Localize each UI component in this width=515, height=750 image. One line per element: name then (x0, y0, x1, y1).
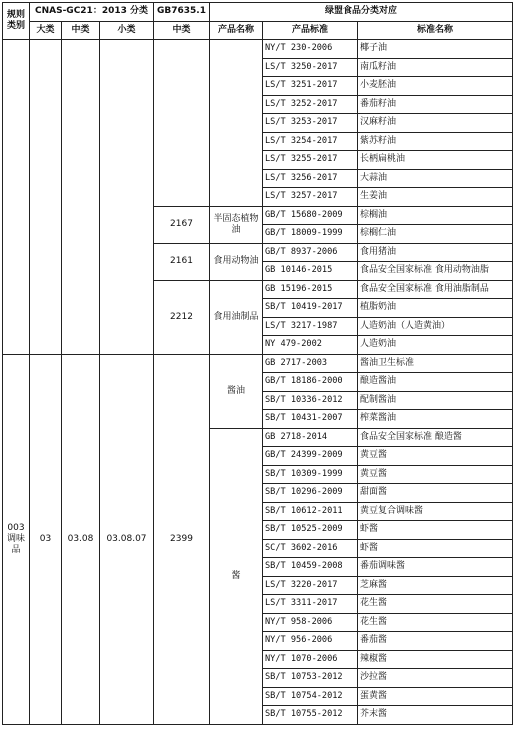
product-standard-cell: SB/T 10296-2009 (263, 484, 358, 503)
standard-name-cell: 长柄扁桃油 (358, 151, 513, 170)
standard-name-cell: 番茄调味酱 (358, 558, 513, 577)
standard-name-cell: 甜面酱 (358, 484, 513, 503)
standard-name-cell: 汉麻籽油 (358, 114, 513, 133)
standard-name-cell: 大蒜油 (358, 169, 513, 188)
product-standard-cell: GB 10146-2015 (263, 262, 358, 281)
standard-name-cell: 植脂奶油 (358, 299, 513, 318)
gb-middle-code: 2167 (154, 206, 210, 243)
standard-name-cell: 食品安全国家标准 食用油脂制品 (358, 280, 513, 299)
product-standard-cell: NY/T 1070-2006 (263, 650, 358, 669)
product-name: 食用油制品 (210, 280, 263, 354)
major-header: 大类 (30, 21, 62, 40)
standard-name-cell: 人造奶油 (358, 336, 513, 355)
product-standard-cell: LS/T 3256-2017 (263, 169, 358, 188)
product-name: 酱 (210, 428, 263, 724)
product-standard-cell: LS/T 3252-2017 (263, 95, 358, 114)
classification-table (2, 2, 513, 725)
standard-name-cell: 虾酱 (358, 539, 513, 558)
product-standard-cell: NY/T 230-2006 (263, 40, 358, 59)
product-standard-cell: SC/T 3602-2016 (263, 539, 358, 558)
product-standard-cell: SB/T 10525-2009 (263, 521, 358, 540)
product-standard-cell: GB 15196-2015 (263, 280, 358, 299)
gb-middle-code: 2161 (154, 243, 210, 280)
product-name-cell (210, 40, 263, 207)
minor-header: 小类 (100, 21, 154, 40)
product-standard-cell: SB/T 10612-2011 (263, 502, 358, 521)
product-standard-cell: SB/T 10753-2012 (263, 669, 358, 688)
standard-name-cell: 配制酱油 (358, 391, 513, 410)
standard-name-cell: 酱油卫生标准 (358, 354, 513, 373)
product-standard-cell: LS/T 3311-2017 (263, 595, 358, 614)
product-name: 酱油 (210, 354, 263, 428)
standard-name-cell: 番茄籽油 (358, 95, 513, 114)
gb-middle-code: 2212 (154, 280, 210, 354)
standard-name-cell: 人造奶油（人造黄油） (358, 317, 513, 336)
product-standard-cell: GB/T 8937-2006 (263, 243, 358, 262)
product-standard-cell: SB/T 10431-2007 (263, 410, 358, 429)
standard-name-cell: 沙拉酱 (358, 669, 513, 688)
product-standard-cell: LS/T 3250-2017 (263, 58, 358, 77)
table-row (3, 40, 513, 59)
product-standard-cell: SB/T 10754-2012 (263, 687, 358, 706)
product-standard-cell: NY/T 956-2006 (263, 632, 358, 651)
standard-name-cell: 生姜油 (358, 188, 513, 207)
product-standard-cell: LS/T 3220-2017 (263, 576, 358, 595)
major-code: 03 (30, 354, 62, 724)
standard-name-cell: 椰子油 (358, 40, 513, 59)
header-row-1 (3, 3, 513, 22)
product-standard-cell: GB/T 24399-2009 (263, 447, 358, 466)
product-standard-cell: LS/T 3253-2017 (263, 114, 358, 133)
std-name-header: 标准名称 (358, 21, 513, 40)
standard-name-cell: 花生酱 (358, 613, 513, 632)
product-standard-cell: GB 2717-2003 (263, 354, 358, 373)
standard-name-cell: 酿造酱油 (358, 373, 513, 392)
product-standard-cell: NY 479-2002 (263, 336, 358, 355)
product-standard-cell: LS/T 3251-2017 (263, 77, 358, 96)
standard-name-cell: 棕榈仁油 (358, 225, 513, 244)
minor-code: 03.08.07 (100, 354, 154, 724)
standard-name-cell: 南瓜籽油 (358, 58, 513, 77)
product-standard-cell: SB/T 10309-1999 (263, 465, 358, 484)
middle-header: 中类 (62, 21, 100, 40)
product-name: 半固态植物油 (210, 206, 263, 243)
product-standard-cell: GB/T 18186-2000 (263, 373, 358, 392)
standard-name-cell: 辣椒酱 (358, 650, 513, 669)
standard-name-cell: 棕榈油 (358, 206, 513, 225)
product-standard-cell: SB/T 10419-2017 (263, 299, 358, 318)
product-standard-cell: LS/T 3255-2017 (263, 151, 358, 170)
standard-name-cell: 食品安全国家标准 食用动物油脂 (358, 262, 513, 281)
product-standard-cell: SB/T 10336-2012 (263, 391, 358, 410)
product-standard-cell: GB/T 15680-2009 (263, 206, 358, 225)
minor-cell (100, 40, 154, 355)
standard-name-cell: 小麦胚油 (358, 77, 513, 96)
gb-header: GB7635.1 (154, 3, 210, 22)
standard-name-cell: 黄豆酱 (358, 465, 513, 484)
header-row-2 (3, 21, 513, 40)
standard-name-cell: 食用猪油 (358, 243, 513, 262)
gb-middle-header: 中类 (154, 21, 210, 40)
product-name-header: 产品名称 (210, 21, 263, 40)
product-standard-cell: LS/T 3254-2017 (263, 132, 358, 151)
gb-middle-cell (154, 40, 210, 207)
middle-code: 03.08 (62, 354, 100, 724)
standard-name-cell: 食品安全国家标准 酿造酱 (358, 428, 513, 447)
standard-name-cell: 蛋黄酱 (358, 687, 513, 706)
standard-name-cell: 紫苏籽油 (358, 132, 513, 151)
product-standard-cell: NY/T 958-2006 (263, 613, 358, 632)
standard-name-cell: 虾酱 (358, 521, 513, 540)
product-standard-cell: SB/T 10459-2008 (263, 558, 358, 577)
rule-category-cell (3, 40, 30, 355)
middle-cell (62, 40, 100, 355)
standard-name-cell: 花生酱 (358, 595, 513, 614)
gb-middle-code: 2399 (154, 354, 210, 724)
major-cell (30, 40, 62, 355)
product-std-header: 产品标准 (263, 21, 358, 40)
standard-name-cell: 榨菜酱油 (358, 410, 513, 429)
green-header: 绿盟食品分类对应 (210, 3, 513, 22)
standard-name-cell: 黄豆酱 (358, 447, 513, 466)
product-standard-cell: LS/T 3217-1987 (263, 317, 358, 336)
product-name: 食用动物油 (210, 243, 263, 280)
table-row (3, 354, 513, 373)
product-standard-cell: GB 2718-2014 (263, 428, 358, 447)
standard-name-cell: 黄豆复合调味酱 (358, 502, 513, 521)
standard-name-cell: 芥末酱 (358, 706, 513, 725)
rule-category-value: 003调味品 (3, 354, 30, 724)
product-standard-cell: SB/T 10755-2012 (263, 706, 358, 725)
product-standard-cell: GB/T 18009-1999 (263, 225, 358, 244)
standard-name-cell: 芝麻酱 (358, 576, 513, 595)
rule-category-header: 规则类别 (3, 3, 30, 40)
standard-name-cell: 番茄酱 (358, 632, 513, 651)
product-standard-cell: LS/T 3257-2017 (263, 188, 358, 207)
cnas-header: CNAS-GC21：2013 分类 (30, 3, 154, 22)
